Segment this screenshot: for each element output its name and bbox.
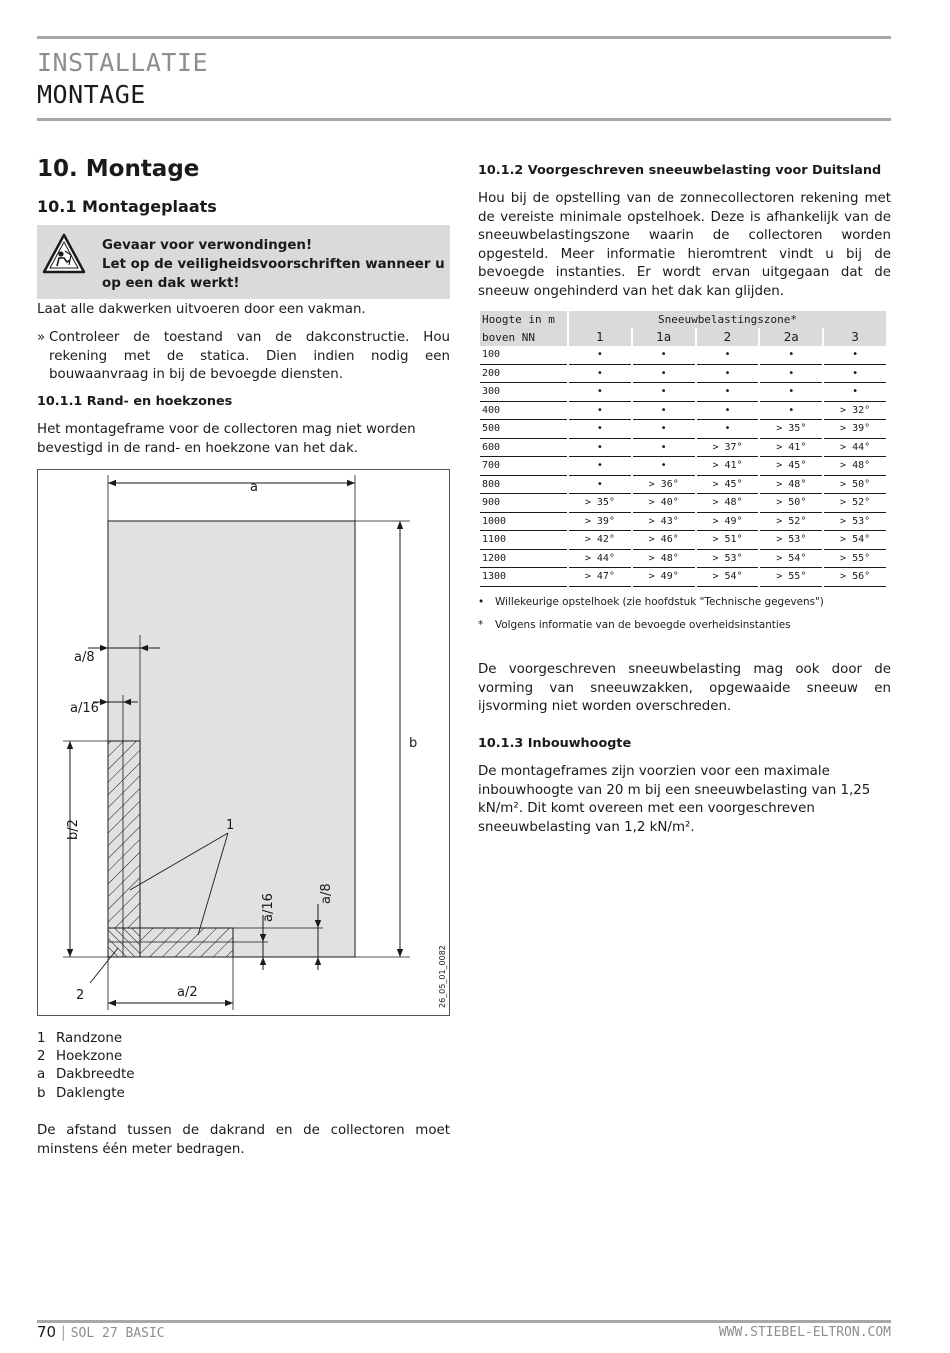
table-cell: > 55° [824, 550, 886, 569]
header-section: INSTALLATIE [37, 48, 209, 77]
subsection-title-rand: 10.1.1 Rand- en hoekzones [37, 394, 233, 409]
table-cell: • [569, 439, 631, 458]
label-b2: b/2 [66, 819, 81, 840]
subsection-title-sneeuw: 10.1.2 Voorgeschreven sneeuwbelasting voor Duitsland [478, 163, 882, 178]
table-body [480, 346, 886, 587]
table-cell: • [633, 457, 695, 476]
table-cell: • [633, 365, 695, 384]
table-cell: > 47° [569, 568, 631, 587]
label-2: 2 [76, 988, 85, 1003]
table-header-row [480, 328, 886, 346]
table-row [480, 383, 886, 402]
table-header-zone-col: 3 [824, 328, 886, 346]
table-cell: > 44° [824, 439, 886, 458]
table-cell: • [633, 402, 695, 421]
table-header-boven-nn: boven NN [480, 328, 567, 346]
table-cell: • [760, 402, 822, 421]
table-cell: > 45° [697, 476, 759, 495]
table-cell: • [697, 346, 759, 365]
paragraph-randzone: Het montageframe voor de collectoren mag niet worden bevestigd in de rand- en hoekzone van het dak. [37, 422, 416, 456]
table-cell: > 48° [697, 494, 759, 513]
table-cell: > 32° [824, 402, 886, 421]
table-note-asterisk: * Volgens informatie van de bevoegde overheidsinstanties [478, 619, 791, 631]
table-cell: • [697, 383, 759, 402]
table-row [480, 420, 886, 439]
table-cell: • [697, 365, 759, 384]
table-cell: > 44° [569, 550, 631, 569]
legend-item: b Daklengte [37, 1086, 125, 1101]
table-cell: > 43° [633, 513, 695, 532]
table-cell: • [824, 383, 886, 402]
table-cell: > 50° [824, 476, 886, 495]
table-cell-height: 800 [480, 476, 567, 495]
legend-item: 1 Randzone [37, 1031, 123, 1046]
table-cell: > 39° [569, 513, 631, 532]
table-cell: • [569, 346, 631, 365]
table-header-zone-col: 1a [633, 328, 695, 346]
snow-load-table [478, 311, 888, 587]
table-header-hoogte: Hoogte in m [480, 311, 567, 328]
warning-box [37, 225, 450, 299]
table-cell: > 50° [760, 494, 822, 513]
footer-url: WWW.STIEBEL-ELTRON.COM [718, 1325, 891, 1340]
legend-item: a Dakbreedte [37, 1067, 135, 1082]
warning-line-1: Gevaar voor verwondingen! [102, 238, 313, 253]
table-cell: > 52° [760, 513, 822, 532]
table-cell-height: 400 [480, 402, 567, 421]
table-cell: > 48° [633, 550, 695, 569]
table-row [480, 346, 886, 365]
label-a: a [250, 480, 258, 495]
table-cell-height: 1000 [480, 513, 567, 532]
table-cell: • [633, 346, 695, 365]
table-cell: > 53° [697, 550, 759, 569]
table-cell: • [569, 402, 631, 421]
warning-line-2: Let op de veiligheidsvoorschriften wanneer u op een dak werkt! [102, 257, 445, 291]
section-title: 10.1 Montageplaats [37, 197, 217, 216]
table-header-row [480, 311, 886, 328]
table-cell: > 49° [633, 568, 695, 587]
label-b: b [409, 736, 418, 751]
table-cell: > 54° [697, 568, 759, 587]
warning-text [102, 236, 447, 293]
table-row [480, 439, 886, 458]
label-a2: a/2 [177, 985, 198, 1000]
table-cell-height: 1300 [480, 568, 567, 587]
table-header-zone-col: 2 [697, 328, 759, 346]
table-row [480, 457, 886, 476]
paragraph-vakman: Laat alle dakwerken uitvoeren door een vakman. [37, 302, 366, 317]
label-a16-bottom: a/16 [261, 893, 276, 922]
table-cell: • [697, 402, 759, 421]
table-cell-height: 500 [480, 420, 567, 439]
table-row [480, 402, 886, 421]
table-cell: • [569, 383, 631, 402]
table-cell: > 46° [633, 531, 695, 550]
table-cell: > 55° [760, 568, 822, 587]
footer-separator: | [60, 1323, 66, 1341]
table-cell: > 49° [697, 513, 759, 532]
table-cell: > 36° [633, 476, 695, 495]
table-cell: • [569, 457, 631, 476]
table-cell: • [824, 365, 886, 384]
table-row [480, 550, 886, 569]
label-a16-top: a/16 [70, 701, 99, 716]
table-row [480, 513, 886, 532]
table-cell: > 52° [824, 494, 886, 513]
bullet-item [37, 329, 450, 385]
table-cell: > 48° [760, 476, 822, 495]
table-cell: > 39° [824, 420, 886, 439]
table-cell: > 35° [569, 494, 631, 513]
label-a8-top: a/8 [74, 650, 95, 665]
table-cell: > 51° [697, 531, 759, 550]
table-row [480, 476, 886, 495]
table-cell-height: 300 [480, 383, 567, 402]
table-row [480, 365, 886, 384]
table-cell-height: 600 [480, 439, 567, 458]
label-1: 1 [226, 818, 235, 833]
table-cell-height: 100 [480, 346, 567, 365]
table-cell: • [760, 383, 822, 402]
table-cell: • [633, 439, 695, 458]
table-cell-height: 900 [480, 494, 567, 513]
table-note-bullet: • Willekeurige opstelhoek (zie hoofdstuk "Technische gegevens") [478, 596, 824, 608]
legend-item: 2 Hoekzone [37, 1049, 123, 1064]
table-row [480, 531, 886, 550]
bullet-text: Controleer de toestand van de dakconstructie. Hou rekening met de statica. Dien indien nodig een bouwaanvraag in bij de bevoegde diensten. [49, 330, 450, 383]
table-cell: > 40° [633, 494, 695, 513]
bullet-marker: » [37, 330, 46, 345]
table-cell: > 56° [824, 568, 886, 587]
table-cell: • [569, 365, 631, 384]
header-top-rule [37, 36, 891, 39]
warning-triangle-icon [42, 233, 86, 275]
table-cell: > 53° [760, 531, 822, 550]
subsection-title-inbouwhoogte: 10.1.3 Inbouwhoogte [478, 736, 632, 751]
table-cell: > 41° [760, 439, 822, 458]
table-cell-height: 1100 [480, 531, 567, 550]
table-cell: > 54° [760, 550, 822, 569]
paragraph-sneeuwbelasting: Hou bij de opstelling van de zonnecollectoren rekening met de vereiste minimale opstelhoek. Deze is afhankelijk van de sneeuwbelastingszone waarin de collectoren worden opgesteld. Meer informatie hieromtrent vindt u bij de bevoegde instanties. Er wordt ervan uitgegaan dat de sneeuw ongehinderd van het dak kan glijden. [478, 191, 891, 299]
table-cell: • [824, 346, 886, 365]
table-cell: > 42° [569, 531, 631, 550]
table-cell: • [633, 420, 695, 439]
table-cell: • [697, 420, 759, 439]
table-header-zone: Sneeuwbelastingszone* [569, 311, 886, 328]
paragraph-afstand: De afstand tussen de dakrand en de collectoren moet minstens één meter bedragen. [37, 1123, 450, 1157]
header-subsection: MONTAGE [37, 80, 146, 109]
header-bottom-rule [37, 118, 891, 121]
figure-code: 26_05_01_0082 [438, 945, 447, 1008]
table-cell: > 41° [697, 457, 759, 476]
table-cell: • [760, 346, 822, 365]
label-a8-bottom: a/8 [319, 883, 334, 904]
footer-rule [37, 1320, 891, 1323]
table-cell: > 35° [760, 420, 822, 439]
table-header-zone-col: 2a [760, 328, 822, 346]
table-cell: • [633, 383, 695, 402]
table-cell: > 45° [760, 457, 822, 476]
table-cell: > 54° [824, 531, 886, 550]
table-cell: > 53° [824, 513, 886, 532]
roof-zone-svg [38, 470, 451, 1017]
roof-zone-diagram [37, 469, 450, 1016]
table-cell-height: 1200 [480, 550, 567, 569]
table-row [480, 568, 886, 587]
document-name: SOL 27 BASIC [70, 1326, 165, 1341]
table-header-zone-col: 1 [569, 328, 631, 346]
table-cell-height: 700 [480, 457, 567, 476]
paragraph-sneeuwzakken: De voorgeschreven sneeuwbelasting mag ook door de vorming van sneeuwzakken, opgewaaide sneeuw en ijsvorming niet worden overschreden. [478, 662, 891, 715]
table-cell: • [760, 365, 822, 384]
table-cell: • [569, 420, 631, 439]
table-cell-height: 200 [480, 365, 567, 384]
page-number: 70 [37, 1323, 57, 1341]
paragraph-inbouwhoogte: De montageframes zijn voorzien voor een maximale inbouwhoogte van 20 m bij een sneeuwbelasting van 1,25 kN/m². Dit komt overeen met een voorgeschreven sneeuwbelasting van 1,2 kN/m². [478, 764, 871, 835]
table-cell: > 37° [697, 439, 759, 458]
table-row [480, 494, 886, 513]
table-cell: • [569, 476, 631, 495]
chapter-title: 10. Montage [37, 156, 200, 182]
table-cell: > 48° [824, 457, 886, 476]
footer-left [37, 1323, 165, 1341]
